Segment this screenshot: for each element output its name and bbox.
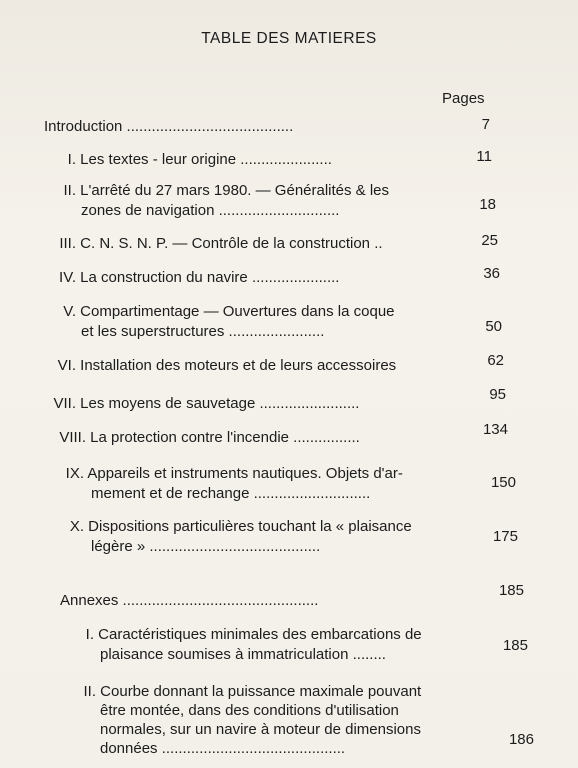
toc-entry-text: Dispositions particulières touchant la « plaisance [88, 518, 412, 535]
toc-entry-chapter-10 [50, 517, 412, 536]
toc-entry-page: 95 [489, 386, 506, 403]
toc-entry-page: 185 [502, 637, 528, 654]
toc-entry-text: Les textes - leur origine ...................... [80, 151, 332, 168]
toc-entry-chapter-8 [46, 428, 360, 447]
pages-column-header: Pages [442, 90, 485, 107]
toc-entry-text: Les moyens de sauvetage ........................ [80, 395, 360, 412]
toc-entry-number: X. [69, 518, 84, 535]
toc-entry-chapter-1 [50, 150, 332, 169]
toc-entry-text: données ............................................ [100, 740, 346, 757]
toc-entry-chapter-7 [50, 394, 359, 413]
toc-entry-page: 25 [481, 232, 498, 249]
toc-entry-page: 18 [479, 196, 496, 213]
toc-entry-text: normales, sur un navire à moteur de dimensions [100, 721, 421, 738]
toc-entry-annex-1 [66, 625, 422, 644]
toc-entry-annexes [60, 591, 318, 610]
toc-entry-page: 185 [498, 582, 524, 599]
toc-entry-text: être montée, dans des conditions d'utilisation [100, 702, 399, 719]
toc-entry-number: VII. [53, 395, 76, 412]
toc-entry-text: La construction du navire ..................... [80, 269, 340, 286]
toc-entry-text: zones de navigation ............................. [81, 202, 340, 219]
toc-entry-page: 134 [482, 421, 508, 438]
toc-entry-introduction [44, 117, 293, 136]
toc-entry-annex-2 [66, 682, 421, 701]
toc-entry-chapter-2-line-2 [81, 201, 339, 220]
toc-entry-text: Compartimentage — Ouvertures dans la coque [80, 303, 395, 320]
toc-entry-chapter-6 [50, 356, 396, 375]
toc-entry-page: 7 [481, 116, 490, 133]
toc-entry-page: 186 [508, 731, 534, 748]
toc-entry-text: C. N. S. N. P. — Contrôle de la construction .. [80, 235, 383, 252]
toc-entry-annex-2-line-2 [100, 701, 399, 720]
toc-entry-text: Annexes ............................................... [60, 592, 319, 609]
toc-entry-chapter-5 [50, 302, 395, 321]
toc-entry-number: II. [83, 683, 96, 700]
toc-entry-chapter-2 [50, 181, 389, 200]
toc-entry-text: légère » ......................................... [91, 538, 321, 555]
toc-entry-text: et les superstructures ....................... [81, 323, 325, 340]
toc-entry-page: 150 [490, 474, 516, 491]
toc-entry-chapter-9-line-2 [91, 484, 370, 503]
toc-entry-text: Introduction ........................................ [44, 118, 294, 135]
toc-entry-page: 175 [492, 528, 518, 545]
toc-entry-text: Appareils et instruments nautiques. Objets d'ar- [87, 465, 403, 482]
toc-entry-annex-1-line-2 [100, 645, 386, 664]
toc-entry-number: I. [85, 626, 94, 643]
page-title: TABLE DES MATIERES [201, 30, 377, 47]
toc-entry-page: 50 [485, 318, 502, 335]
toc-entry-text: La protection contre l'incendie ................ [90, 429, 360, 446]
toc-entry-annex-2-line-3 [100, 720, 421, 739]
toc-entry-page: 11 [476, 148, 492, 165]
toc-entry-text: L'arrêté du 27 mars 1980. — Généralités & les [80, 182, 390, 199]
toc-entry-text: plaisance soumises à immatriculation ........ [100, 646, 386, 663]
toc-entry-page: 36 [483, 265, 500, 282]
toc-entry-chapter-3 [50, 234, 383, 253]
toc-entry-number: VI. [57, 357, 76, 374]
toc-entry-chapter-4 [50, 268, 339, 287]
toc-entry-chapter-9 [50, 464, 403, 483]
toc-entry-text: mement et de rechange ............................ [91, 485, 371, 502]
toc-entry-number: V. [63, 303, 76, 320]
toc-entry-chapter-5-line-2 [81, 322, 324, 341]
toc-entry-text: Installation des moteurs et de leurs accessoires [80, 357, 397, 374]
toc-entry-text: Courbe donnant la puissance maximale pouvant [100, 683, 422, 700]
toc-entry-number: II. [63, 182, 76, 199]
toc-entry-page: 62 [487, 352, 504, 369]
toc-entry-chapter-10-line-2 [91, 537, 320, 556]
toc-entry-number: IV. [59, 269, 76, 286]
toc-entry-number: VIII. [59, 429, 86, 446]
toc-entry-number: I. [67, 151, 76, 168]
toc-entry-text: Caractéristiques minimales des embarcations de [98, 626, 422, 643]
toc-entry-number: IX. [65, 465, 84, 482]
toc-entry-annex-2-line-4 [100, 739, 345, 758]
toc-entry-number: III. [59, 235, 76, 252]
